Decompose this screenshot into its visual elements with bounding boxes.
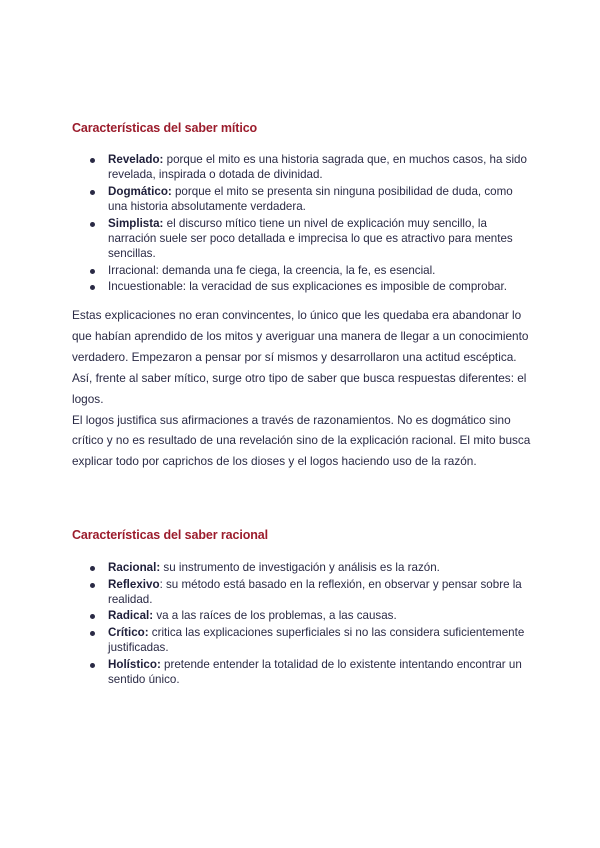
list-item xyxy=(72,184,532,214)
item-term: Dogmático: xyxy=(108,184,172,198)
item-text: porque el mito es una historia sagrada que, en muchos casos, ha sido revelada, inspirada o dotada de divinidad. xyxy=(108,153,527,182)
list-item xyxy=(72,577,532,607)
section-title-saber-mitico: Características del saber mítico xyxy=(72,121,258,135)
list-item xyxy=(72,625,532,655)
bullet-icon xyxy=(90,566,95,571)
item-text: : su método está basado en la reflexión, en observar y pensar sobre la realidad. xyxy=(108,577,522,606)
bullet-icon xyxy=(90,269,95,274)
item-term: Revelado: xyxy=(108,153,164,166)
bullet-icon xyxy=(90,663,95,668)
bullet-icon xyxy=(90,614,95,619)
list-item xyxy=(72,216,532,262)
item-text: porque el mito se presenta sin ninguna posibilidad de duda, como una historia absolutamente verdadera. xyxy=(108,184,513,213)
bullet-icon xyxy=(90,285,95,290)
list-item xyxy=(72,263,532,278)
item-text: su instrumento de investigación y análisis es la razón. xyxy=(160,561,440,574)
list-saber-racional xyxy=(72,560,532,689)
bullet-icon xyxy=(90,583,95,588)
item-term: Crítico: xyxy=(108,625,149,639)
item-text: Incuestionable: la veracidad de sus explicaciones es imposible de comprobar. xyxy=(108,280,507,294)
body-text xyxy=(72,305,534,472)
item-text: el discurso mítico tiene un nivel de explicación muy sencillo, la narración suele ser poco detallada e imprecisa lo que es atractivo para mentes sencillas. xyxy=(108,216,513,260)
list-item xyxy=(72,152,532,182)
item-term: Simplista: xyxy=(108,216,164,230)
bullet-icon xyxy=(90,190,95,195)
item-term: Reflexivo xyxy=(108,577,160,591)
bullet-icon xyxy=(90,631,95,636)
item-term: Holístico: xyxy=(108,657,161,671)
item-text: pretende entender la totalidad de lo existente intentando encontrar un sentido único. xyxy=(108,657,522,686)
item-text: Irracional: demanda una fe ciega, la creencia, la fe, es esencial. xyxy=(108,263,436,277)
item-text: va a las raíces de los problemas, a las causas. xyxy=(153,609,397,623)
list-saber-mitico xyxy=(72,152,532,296)
item-text: critica las explicaciones superficiales si no las considera suficientemente justificadas. xyxy=(108,625,525,655)
paragraph: Estas explicaciones no eran convincentes, lo único que les quedaba era abandonar lo que habían aprendido de los mitos y averiguar una manera de llegar a un conocimiento verdadero. Empezaron a pensar por sí mismos y desarrollaron una actitud escéptica. xyxy=(72,308,529,364)
bullet-icon xyxy=(90,158,95,163)
list-item xyxy=(72,279,532,294)
bullet-icon xyxy=(90,222,95,227)
item-term: Radical: xyxy=(108,609,154,623)
paragraph: El logos justifica sus afirmaciones a través de razonamientos. No es dogmático sino crítico y no es resultado de una revelación sino de la explicación racional. El mito busca explicar todo por caprichos de los dioses y el logos haciendo uso de la razón. xyxy=(72,412,531,469)
item-term: Racional: xyxy=(108,561,161,574)
list-item xyxy=(72,657,532,687)
paragraph: Así, frente al saber mítico, surge otro tipo de saber que busca respuestas diferentes: el logos. xyxy=(72,370,527,406)
list-item xyxy=(72,560,532,575)
section-title-saber-racional: Características del saber racional xyxy=(72,528,269,542)
list-item xyxy=(72,608,532,623)
